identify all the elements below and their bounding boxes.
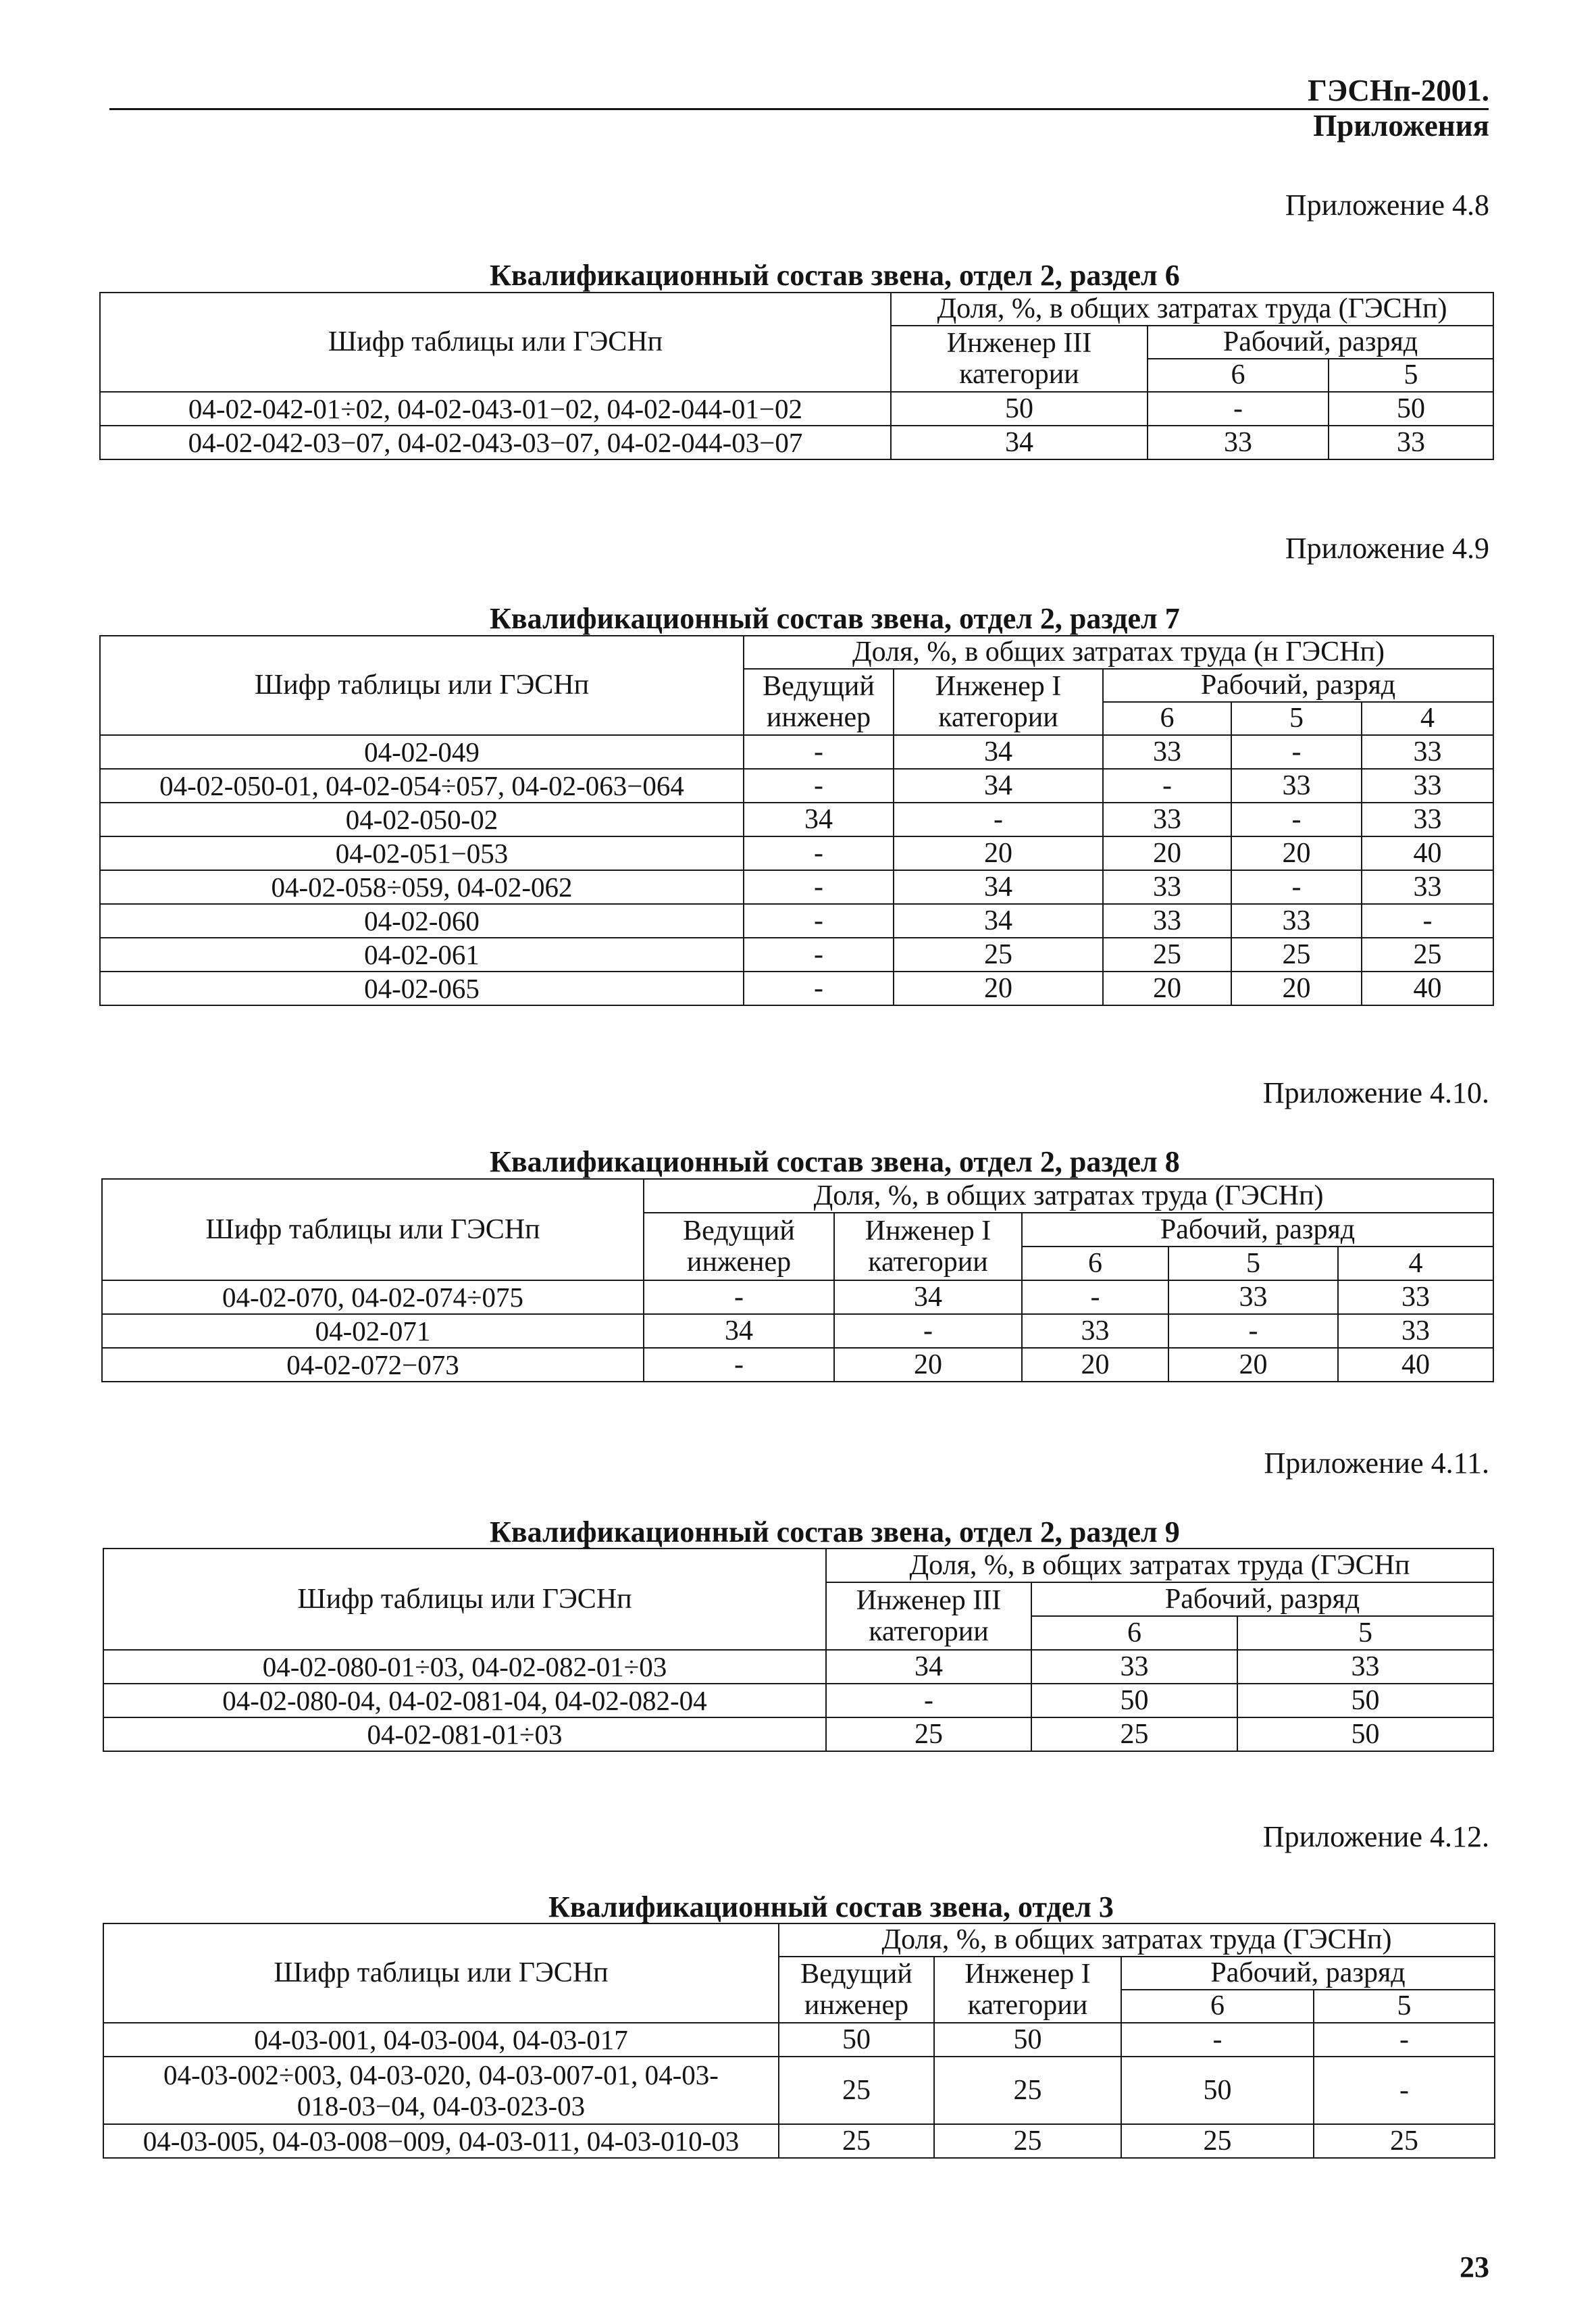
table-cell: 33 bbox=[1362, 769, 1493, 803]
table-caption-4-8: Квалификационный состав звена, отдел 2, раздел 6 bbox=[490, 259, 1180, 292]
table-cell: 34 bbox=[894, 769, 1103, 803]
table-cell: 25 bbox=[1121, 2124, 1314, 2158]
engineer-header: Инженер I категории bbox=[834, 1213, 1022, 1280]
table-cell: 25 bbox=[826, 1717, 1031, 1751]
table-cell: 33 bbox=[1362, 803, 1493, 836]
table-cell: 33 bbox=[1103, 735, 1231, 769]
table-cell: 34 bbox=[744, 803, 894, 836]
table-cell: - bbox=[1168, 1314, 1338, 1348]
table-cell: - bbox=[1231, 735, 1362, 769]
staffing-table-4-12 bbox=[103, 1923, 1495, 2159]
table-cell: 25 bbox=[1231, 938, 1362, 972]
row-code: 04-02-050-01, 04-02-054÷057, 04-02-063−064 bbox=[100, 769, 744, 803]
grade-header: 5 bbox=[1314, 1990, 1495, 2023]
table-cell: 50 bbox=[891, 392, 1148, 426]
table-cell: 50 bbox=[1031, 1684, 1237, 1717]
table-cell: 20 bbox=[1103, 836, 1231, 870]
table-cell: - bbox=[744, 735, 894, 769]
table-caption-4-10: Квалификационный состав звена, отдел 2, раздел 8 bbox=[490, 1145, 1180, 1178]
grade-header: 5 bbox=[1329, 359, 1493, 392]
labor-share-header: Доля, %, в общих затратах труда (ГЭСНп) bbox=[891, 293, 1493, 326]
table-cell: 25 bbox=[1103, 938, 1231, 972]
table-cell: 20 bbox=[1168, 1348, 1338, 1382]
lead-engineer-header: Ведущий инженер bbox=[744, 669, 894, 735]
table-cell: 40 bbox=[1338, 1348, 1493, 1382]
code-column-header: Шифр таблицы или ГЭСНп bbox=[103, 1549, 826, 1650]
table-cell: 20 bbox=[894, 972, 1103, 1005]
table-cell: 34 bbox=[644, 1314, 834, 1348]
row-code: 04-03-001, 04-03-004, 04-03-017 bbox=[103, 2023, 779, 2057]
table-cell: 33 bbox=[1231, 769, 1362, 803]
engineer-header: Инженер I категории bbox=[894, 669, 1103, 735]
row-code: 04-02-042-03−07, 04-02-043-03−07, 04-02-044-03−07 bbox=[100, 426, 891, 459]
table-cell: - bbox=[1231, 870, 1362, 904]
table-cell: - bbox=[834, 1314, 1022, 1348]
table-cell: 33 bbox=[1338, 1314, 1493, 1348]
table-cell: 33 bbox=[1168, 1280, 1338, 1314]
worker-grade-header: Рабочий, разряд bbox=[1148, 326, 1493, 359]
table-cell: - bbox=[1231, 803, 1362, 836]
engineer-header: Инженер III категории bbox=[826, 1582, 1031, 1650]
table-cell: - bbox=[644, 1280, 834, 1314]
table-cell: 33 bbox=[1103, 803, 1231, 836]
row-code: 04-02-070, 04-02-074÷075 bbox=[102, 1280, 644, 1314]
table-cell: 25 bbox=[1362, 938, 1493, 972]
table-cell: 50 bbox=[934, 2023, 1121, 2057]
appendix-label-4-10: Приложение 4.10. bbox=[1262, 1076, 1489, 1109]
grade-header: 5 bbox=[1231, 702, 1362, 735]
table-cell: 20 bbox=[834, 1348, 1022, 1382]
row-code: 04-02-080-01÷03, 04-02-082-01÷03 bbox=[103, 1650, 826, 1684]
header-rule bbox=[109, 108, 1489, 110]
table-cell: 34 bbox=[894, 735, 1103, 769]
table-cell: - bbox=[894, 803, 1103, 836]
appendix-label-4-11: Приложение 4.11. bbox=[1264, 1447, 1489, 1480]
table-cell: - bbox=[744, 904, 894, 938]
table-cell: 20 bbox=[1231, 836, 1362, 870]
row-code: 04-02-060 bbox=[100, 904, 744, 938]
code-column-header: Шифр таблицы или ГЭСНп bbox=[102, 1179, 644, 1280]
page-number: 23 bbox=[1460, 2250, 1489, 2284]
staffing-table-4-8 bbox=[99, 292, 1494, 460]
table-cell: 34 bbox=[834, 1280, 1022, 1314]
table-cell: - bbox=[1121, 2023, 1314, 2057]
table-cell: 33 bbox=[1022, 1314, 1168, 1348]
grade-header: 5 bbox=[1168, 1247, 1338, 1280]
table-cell: 33 bbox=[1362, 870, 1493, 904]
grade-header: 6 bbox=[1022, 1247, 1168, 1280]
grade-header: 6 bbox=[1148, 359, 1329, 392]
grade-header: 6 bbox=[1103, 702, 1231, 735]
table-cell: 33 bbox=[1237, 1650, 1493, 1684]
row-code: 04-02-065 bbox=[100, 972, 744, 1005]
worker-grade-header: Рабочий, разряд bbox=[1022, 1213, 1493, 1247]
table-cell: 34 bbox=[826, 1650, 1031, 1684]
table-cell: - bbox=[1314, 2057, 1495, 2124]
table-cell: 33 bbox=[1103, 904, 1231, 938]
row-code: 04-02-061 bbox=[100, 938, 744, 972]
row-code: 04-02-058÷059, 04-02-062 bbox=[100, 870, 744, 904]
table-cell: - bbox=[1022, 1280, 1168, 1314]
lead-engineer-header: Ведущий инженер bbox=[644, 1213, 834, 1280]
table-cell: - bbox=[744, 870, 894, 904]
row-code: 04-02-071 bbox=[102, 1314, 644, 1348]
table-cell: - bbox=[1362, 904, 1493, 938]
table-cell: - bbox=[1148, 392, 1329, 426]
table-cell: 20 bbox=[894, 836, 1103, 870]
table-cell: 25 bbox=[934, 2057, 1121, 2124]
table-cell: 50 bbox=[779, 2023, 934, 2057]
running-header: ГЭСНп-2001. Приложения bbox=[1308, 74, 1489, 143]
table-cell: - bbox=[1314, 2023, 1495, 2057]
table-cell: 25 bbox=[894, 938, 1103, 972]
table-cell: 25 bbox=[934, 2124, 1121, 2158]
row-code: 04-02-081-01÷03 bbox=[103, 1717, 826, 1751]
table-cell: 25 bbox=[1031, 1717, 1237, 1751]
table-cell: 33 bbox=[1031, 1650, 1237, 1684]
grade-header: 5 bbox=[1237, 1616, 1493, 1650]
table-cell: - bbox=[744, 836, 894, 870]
staffing-table-4-9 bbox=[99, 635, 1494, 1006]
table-cell: 34 bbox=[891, 426, 1148, 459]
worker-grade-header: Рабочий, разряд bbox=[1103, 669, 1493, 702]
appendix-label-4-9: Приложение 4.9 bbox=[1285, 532, 1489, 565]
table-cell: 33 bbox=[1329, 426, 1493, 459]
table-cell: 33 bbox=[1103, 870, 1231, 904]
engineer-header: Инженер III категории bbox=[891, 326, 1148, 392]
appendix-label-4-8: Приложение 4.8 bbox=[1285, 188, 1489, 222]
worker-grade-header: Рабочий, разряд bbox=[1121, 1957, 1495, 1990]
table-cell: - bbox=[744, 769, 894, 803]
table-cell: 50 bbox=[1237, 1684, 1493, 1717]
code-column-header: Шифр таблицы или ГЭСНп bbox=[103, 1923, 779, 2023]
table-cell: - bbox=[744, 972, 894, 1005]
row-code: 04-02-042-01÷02, 04-02-043-01−02, 04-02-044-01−02 bbox=[100, 392, 891, 426]
row-code: 04-02-051−053 bbox=[100, 836, 744, 870]
code-column-header: Шифр таблицы или ГЭСНп bbox=[100, 636, 744, 735]
grade-header: 4 bbox=[1362, 702, 1493, 735]
table-caption-4-12: Квалификационный состав звена, отдел 3 bbox=[548, 1890, 1114, 1923]
table-caption-4-9: Квалификационный состав звена, отдел 2, раздел 7 bbox=[490, 602, 1180, 635]
table-cell: 20 bbox=[1231, 972, 1362, 1005]
table-cell: 50 bbox=[1329, 392, 1493, 426]
table-cell: 33 bbox=[1338, 1280, 1493, 1314]
lead-engineer-header: Ведущий инженер bbox=[779, 1957, 934, 2023]
labor-share-header: Доля, %, в общих затратах труда (ГЭСНп bbox=[826, 1549, 1493, 1582]
table-cell: 20 bbox=[1103, 972, 1231, 1005]
table-cell: 33 bbox=[1362, 735, 1493, 769]
code-column-header: Шифр таблицы или ГЭСНп bbox=[100, 293, 891, 392]
row-code: 04-03-002÷003, 04-03-020, 04-03-007-01, 04-03-018-03−04, 04-03-023-03 bbox=[103, 2057, 779, 2124]
table-cell: 34 bbox=[894, 904, 1103, 938]
table-cell: 50 bbox=[1237, 1717, 1493, 1751]
table-cell: 25 bbox=[1314, 2124, 1495, 2158]
staffing-table-4-10 bbox=[101, 1178, 1494, 1382]
table-cell: 20 bbox=[1022, 1348, 1168, 1382]
labor-share-header: Доля, %, в общих затратах труда (ГЭСНп) bbox=[644, 1179, 1493, 1213]
table-caption-4-11: Квалификационный состав звена, отдел 2, раздел 9 bbox=[490, 1515, 1180, 1549]
labor-share-header: Доля, %, в общих затратах труда (н ГЭСНп) bbox=[744, 636, 1493, 669]
staffing-table-4-11 bbox=[103, 1548, 1494, 1752]
table-cell: - bbox=[644, 1348, 834, 1382]
row-code: 04-02-072−073 bbox=[102, 1348, 644, 1382]
table-cell: - bbox=[1103, 769, 1231, 803]
table-cell: 40 bbox=[1362, 836, 1493, 870]
grade-header: 4 bbox=[1338, 1247, 1493, 1280]
row-code: 04-02-049 bbox=[100, 735, 744, 769]
table-cell: 40 bbox=[1362, 972, 1493, 1005]
row-code: 04-03-005, 04-03-008−009, 04-03-011, 04-03-010-03 bbox=[103, 2124, 779, 2158]
grade-header: 6 bbox=[1121, 1990, 1314, 2023]
row-code: 04-02-050-02 bbox=[100, 803, 744, 836]
worker-grade-header: Рабочий, разряд bbox=[1031, 1582, 1493, 1616]
table-cell: 34 bbox=[894, 870, 1103, 904]
table-cell: - bbox=[826, 1684, 1031, 1717]
table-cell: 33 bbox=[1231, 904, 1362, 938]
table-cell: - bbox=[744, 938, 894, 972]
engineer-header: Инженер I категории bbox=[934, 1957, 1121, 2023]
row-code: 04-02-080-04, 04-02-081-04, 04-02-082-04 bbox=[103, 1684, 826, 1717]
table-cell: 25 bbox=[779, 2057, 934, 2124]
labor-share-header: Доля, %, в общих затратах труда (ГЭСНп) bbox=[779, 1923, 1495, 1957]
table-cell: 25 bbox=[779, 2124, 934, 2158]
grade-header: 6 bbox=[1031, 1616, 1237, 1650]
appendix-label-4-12: Приложение 4.12. bbox=[1262, 1820, 1489, 1853]
table-cell: 50 bbox=[1121, 2057, 1314, 2124]
table-cell: 33 bbox=[1148, 426, 1329, 459]
